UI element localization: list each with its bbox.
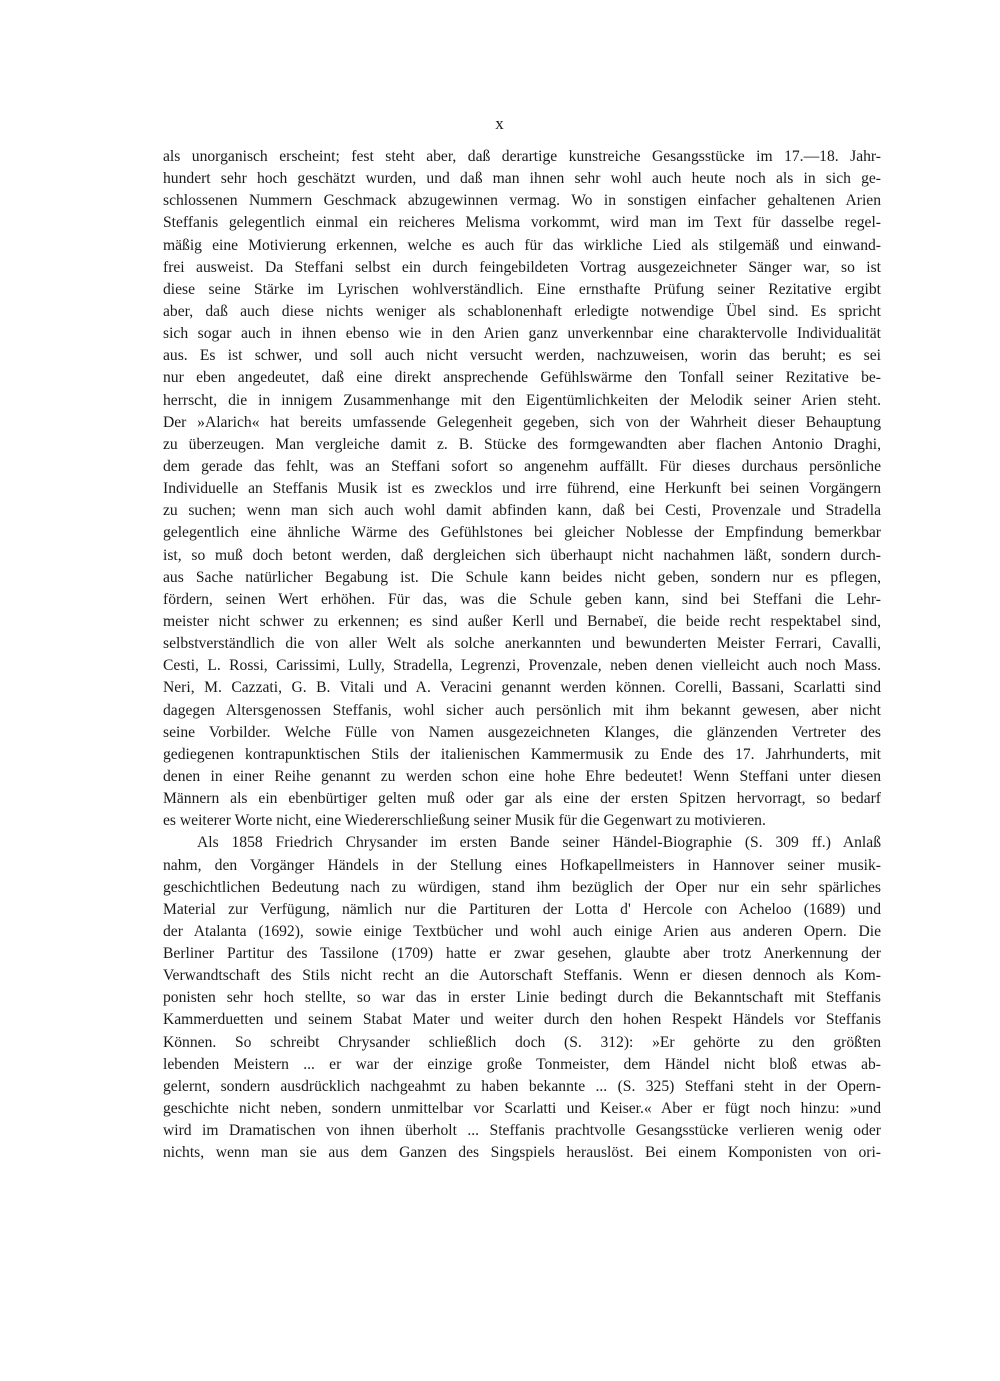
text-line: hundert sehr hoch geschätzt wurden, und daß man ihnen sehr wohl auch heute noch als in sich ge- bbox=[163, 170, 881, 188]
text-line: dem gerade das fehlt, was an Steffani sofort so angenehm auffällt. Für dieses durchaus persönliche bbox=[163, 457, 881, 475]
text-line: ist, so muß doch betont werden, daß dergleichen sich überhaupt nicht nachahmen läßt, sondern durch- bbox=[163, 546, 881, 564]
text-line: Der »Alarich« hat bereits umfassende Gelegenheit gegeben, sich von der Wahrheit dieser Behauptung bbox=[163, 413, 881, 431]
text-line: denen in einer Reihe genannt zu werden schon eine hohe Ehre bedeutet! Wenn Steffani unter diesen bbox=[163, 767, 881, 785]
page-number: x bbox=[495, 114, 505, 133]
text-line: zu suchen; wenn man sich auch wohl damit abfinden kann, daß bei Cesti, Provenzale und Stradella bbox=[163, 502, 881, 520]
text-line: nur eben angedeutet, daß eine direkt ansprechende Gefühlswärme den Tonfall seiner Rezitative be- bbox=[163, 369, 881, 387]
text-line: lebenden Meistern ... er war der einzige große Tonmeister, dem Händel nicht bloß etwas ab- bbox=[163, 1055, 881, 1073]
text-line: nichts, wenn man sie aus dem Ganzen des Singspiels herauslöst. Bei einem Komponisten von ori- bbox=[163, 1144, 881, 1162]
text-line: fördern, seinen Wert erhöhen. Für das, was die Schule geben kann, sind bei Steffani die Lehr- bbox=[163, 590, 881, 608]
text-line: aber, daß auch diese nichts weniger als schablonenhaft erledigte notwendige Übel sind. Es spricht bbox=[163, 302, 881, 320]
text-line: Männern als ein ebenbürtiger gelten muß oder gar als eine der ersten Spitzen hervorragt, so bedarf bbox=[163, 790, 881, 808]
text-line: schlossenen Nummern Geschmack abzugewinnen vermag. Wo in sonstigen einfacher gehaltenen Arien bbox=[163, 192, 881, 210]
body-text bbox=[163, 146, 881, 1164]
text-line: Kammerduetten und seinem Stabat Mater und weiter durch den hohen Respekt Händels vor Steffanis bbox=[163, 1011, 881, 1029]
paragraph-2 bbox=[163, 832, 881, 1164]
text-line: geschichtlichen Bedeutung nach zu würdigen, stand ihm bezüglich der Oper nur ein sehr spärliches bbox=[163, 878, 881, 896]
text-line: als unorganisch erscheint; fest steht aber, daß derartige kunstreiche Gesangsstücke im 17.—18. Jahr- bbox=[163, 148, 881, 165]
paragraph-1 bbox=[163, 146, 881, 832]
text-line: aus Sache natürlicher Begabung ist. Die Schule kann beides nicht geben, sondern nur es pflegen, bbox=[163, 568, 881, 586]
text-line: gelernt, sondern ausdrücklich nachgeahmt zu haben bekannte ... (S. 325) Steffani steht in der Opern- bbox=[163, 1077, 881, 1095]
text-line: Können. So schreibt Chrysander schließlich doch (S. 312): »Er gehörte zu den größten bbox=[163, 1033, 881, 1051]
text-line: seine Vorbilder. Welche Fülle von Namen ausgezeichneten Klanges, die glänzenden Vertreter des bbox=[163, 723, 881, 741]
text-line: dagegen Altersgenossen Steffanis, wohl sicher auch persönlich mit ihm bekannt gewesen, aber nicht bbox=[163, 701, 881, 719]
text-line: es weiterer Worte nicht, eine Wiedererschließung seiner Musik für die Gegenwart zu motivieren. bbox=[163, 812, 766, 830]
text-line: diese seine Stärke im Lyrischen wohlverständlich. Eine ernsthafte Prüfung seiner Rezitative ergibt bbox=[163, 280, 881, 298]
text-line: Berliner Partitur des Tassilone (1709) hatte er zwar gesehen, glaubte aber trotz Anerkennung der bbox=[163, 945, 881, 963]
text-line: Steffanis gelegentlich einmal ein reicheres Melisma vorkommt, wird man im Text für dasselbe regel- bbox=[163, 214, 881, 232]
text-line: selbstverständlich die von aller Welt als solche anerkannten und bewunderten Meister Ferrari, Cavalli, bbox=[163, 635, 881, 653]
text-line: frei ausweist. Da Steffani selbst ein durch feingebildeten Vortrag ausgezeichneter Sänger war, so ist bbox=[163, 258, 881, 276]
text-line: der Atalanta (1692), sowie einige Textbücher und wohl auch einige Arien aus anderen Opern. Die bbox=[163, 922, 881, 940]
text-line: gediegenen kontrapunktischen Stils der italienischen Kammermusik zu Ende des 17. Jahrhunderts, mit bbox=[163, 745, 881, 763]
text-line: gelegentlich eine ähnliche Wärme des Gefühlstones bei gleicher Noblesse der Empfindung bemerkbar bbox=[163, 524, 881, 542]
text-line: geschichte nicht neben, sondern unmittelbar vor Scarlatti und Keiser.« Aber er fügt noch hinzu: »und bbox=[163, 1100, 881, 1118]
text-line: mäßig eine Motivierung erkennen, welche es auch für das wirkliche Lied als stilgemäß und einwand- bbox=[163, 236, 881, 254]
text-line: wird im Dramatischen von ihnen überholt ... Steffanis prachtvolle Gesangsstücke verlieren wenig oder bbox=[163, 1122, 881, 1140]
text-line: Als 1858 Friedrich Chrysander im ersten Bande seiner Händel-Biographie (S. 309 ff.) Anlaß bbox=[197, 834, 881, 852]
text-line: aus. Es ist schwer, und soll auch nicht versucht werden, nachzuweisen, worin das beruht; es sei bbox=[163, 347, 881, 365]
text-line: meister nicht schwer zu erkennen; es sind außer Kerll und Bernabeï, die beide recht respektabel sind, bbox=[163, 612, 881, 630]
text-line: nahm, den Vorgänger Händels in der Stellung eines Hofkapellmeisters in Hannover seiner musik- bbox=[163, 856, 881, 874]
text-line: zu überzeugen. Man vergleiche damit z. B. Stücke des formgewandten aber flachen Antonio Draghi, bbox=[163, 435, 881, 453]
text-line: herrscht, die in innigem Zusammenhange mit den Eigentümlichkeiten der Melodik seiner Arien steht. bbox=[163, 391, 881, 409]
text-line: ponisten sehr hoch stellte, so war das in erster Linie bedingt durch die Bekanntschaft mit Steffanis bbox=[163, 989, 881, 1007]
text-line: sich sogar auch in ihnen ebenso wie in den Arien ganz unverkennbar eine charaktervolle Individualität bbox=[163, 325, 881, 343]
text-line: Verwandtschaft des Stils nicht recht an die Autorschaft Steffanis. Wenn er diesen dennoch als Kom- bbox=[163, 967, 881, 985]
text-line: Cesti, L. Rossi, Carissimi, Lully, Stradella, Legrenzi, Provenzale, neben denen vielleicht auch noch Mass. bbox=[163, 657, 881, 675]
text-line: Neri, M. Cazzati, G. B. Vitali und A. Veracini genannt werden können. Corelli, Bassani, Scarlatti sind bbox=[163, 679, 881, 697]
text-line: Individuelle an Steffanis Musik ist es zwecklos und irre führend, eine Herkunft bei seinen Vorgängern bbox=[163, 480, 881, 498]
text-line: Material zur Verfügung, nämlich nur die Partituren der Lotta d' Hercole con Acheloo (1689) und bbox=[163, 900, 881, 918]
